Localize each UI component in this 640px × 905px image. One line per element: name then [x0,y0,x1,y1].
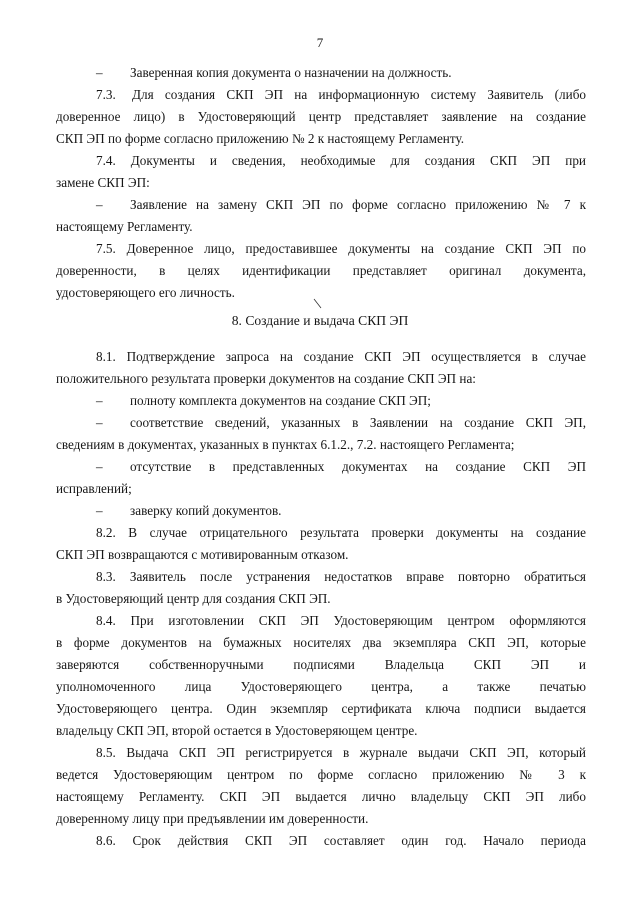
text-line: доверенности, в целях идентификации представляет оригинал документа, [56,263,586,278]
text-line: положительного результата проверки документов на создание СКП ЭП на: [56,371,476,386]
text-line: СКП ЭП возвращаются с мотивированным отказом. [56,547,349,562]
list-dash: – [96,197,103,212]
text-line: владельцу СКП ЭП, второй остается в Удостоверяющем центре. [56,723,418,738]
text-line: заверку копий документов. [130,503,282,518]
text-line: удостоверяющего его личность. [56,285,235,300]
pen-mark-icon [312,298,324,310]
list-dash: – [96,459,103,474]
text-line: настоящему Регламенту. СКП ЭП выдается лично владельцу СКП ЭП либо [56,789,586,804]
text-line: исправлений; [56,481,132,496]
text-line: Удостоверяющего центра. Один экземпляр сертификата ключа подписи выдается [56,701,586,716]
list-dash: – [96,415,103,430]
text-line: доверенное лицо) в Удостоверяющий центр представляет заявление на создание [56,109,586,124]
text-line: Для создания СКП ЭП на информационную систему Заявитель (либо [132,87,586,102]
clause-number: 7.3. [96,87,116,102]
text-line: сведениям в документах, указанных в пунктах 6.1.2., 7.2. настоящего Регламента; [56,437,515,452]
text-line: доверенному лицу при предъявлении им доверенности. [56,811,369,826]
text-line: 8.5. Выдача СКП ЭП регистрируется в журнале выдачи СКП ЭП, который [96,745,586,760]
text-line: ведется Удостоверяющим центром по форме согласно приложению № 3 к [56,767,586,782]
text-line: заверяются собственноручными подписями Владельца СКП ЭП и [56,657,586,672]
text-line: в Удостоверяющий центр для создания СКП ЭП. [56,591,331,606]
text-line: 8.2. В случае отрицательного результата проверки документы на создание [96,525,586,540]
text-line: 8.3. Заявитель после устранения недостатков вправе повторно обратиться [96,569,586,584]
text-line: 8.1. Подтверждение запроса на создание СКП ЭП осуществляется в случае [96,349,586,364]
text-line: 7.5. Доверенное лицо, предоставившее документы на создание СКП ЭП по [96,241,586,256]
text-line: полноту комплекта документов на создание СКП ЭП; [130,393,431,408]
text-line: замене СКП ЭП: [56,175,150,190]
text-line: Заверенная копия документа о назначении на должность. [130,65,452,80]
text-line: 8.4. При изготовлении СКП ЭП Удостоверяющим центром оформляются [96,613,586,628]
text-line: отсутствие в представленных документах на создание СКП ЭП [130,459,586,474]
text-line: уполномоченного лица Удостоверяющего центра, а также печатью [56,679,586,694]
list-dash: – [96,393,103,408]
text-line: соответствие сведений, указанных в Заявлении на создание СКП ЭП, [130,415,586,430]
text-line: в форме документов на бумажных носителях два экземпляра СКП ЭП, которые [56,635,586,650]
section-heading: 8. Создание и выдача СКП ЭП [231,313,409,328]
text-line: Заявление на замену СКП ЭП по форме согласно приложению № 7 к [130,197,586,212]
page-number: 7 [316,35,324,50]
text-line: 7.4. Документы и сведения, необходимые для создания СКП ЭП при [96,153,586,168]
text-line: настоящему Регламенту. [56,219,193,234]
list-dash: – [96,503,103,518]
text-line: 8.6. Срок действия СКП ЭП составляет один год. Начало периода [96,833,586,848]
text-line: СКП ЭП по форме согласно приложению № 2 к настоящему Регламенту. [56,131,465,146]
list-dash: – [96,65,103,80]
